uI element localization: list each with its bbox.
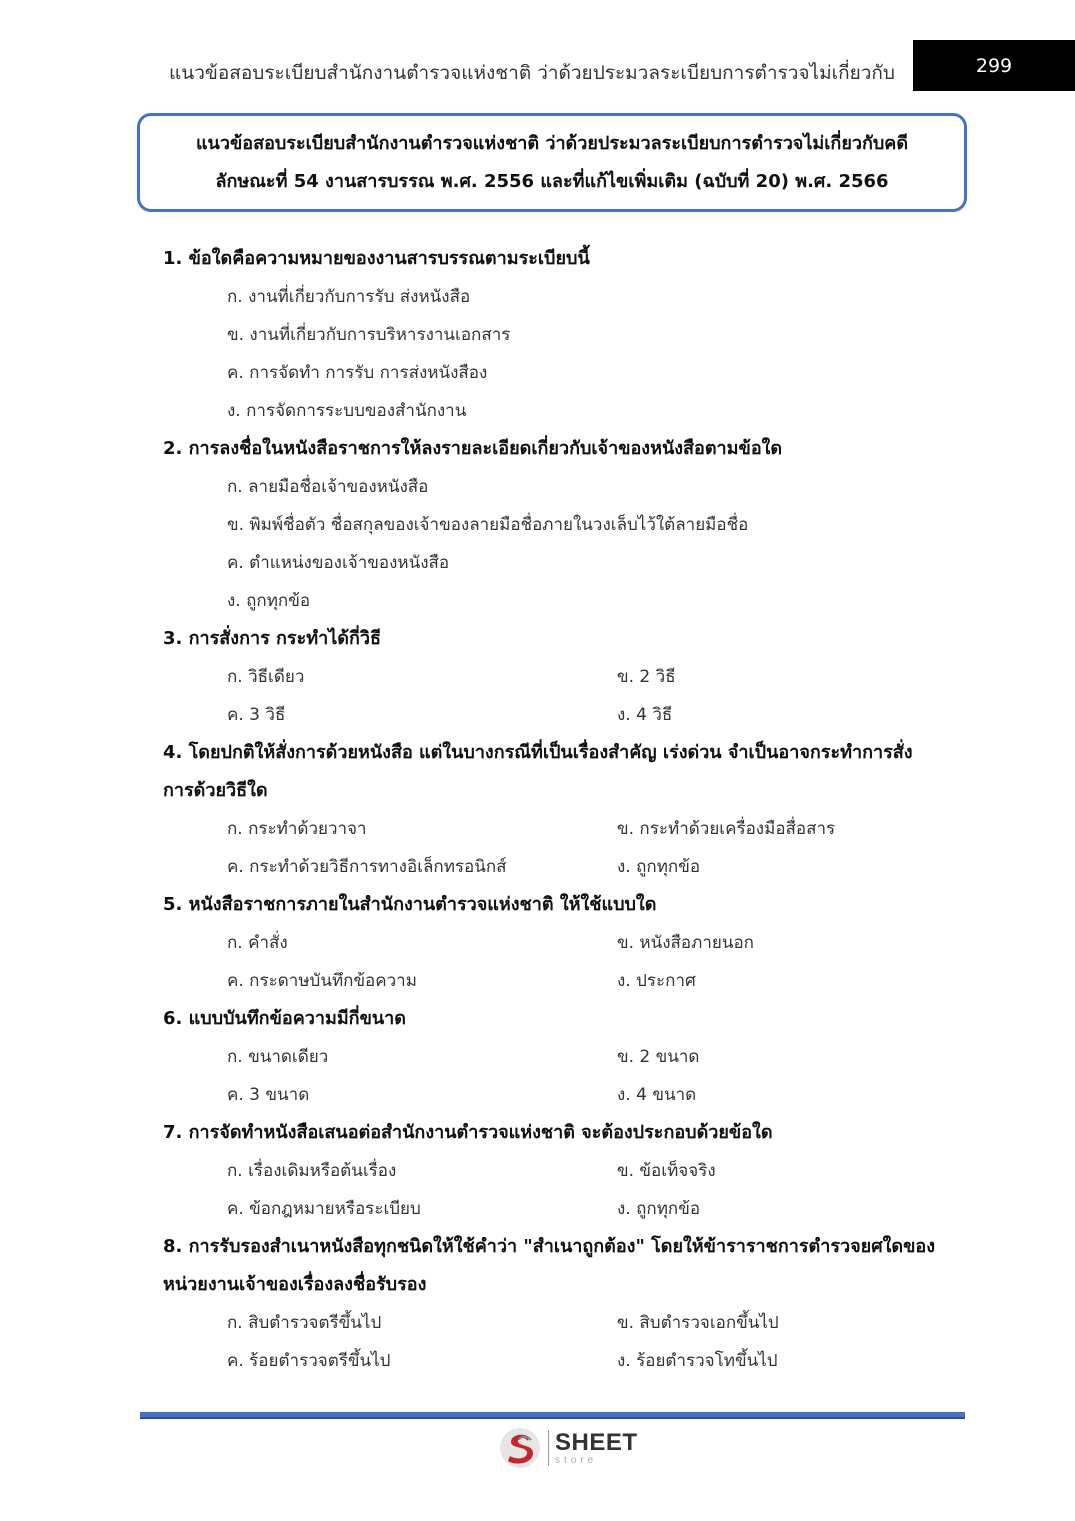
question-text: 2. การลงชื่อในหนังสือราชการให้ลงรายละเอียดเกี่ยวกับเจ้าของหนังสือตามข้อใด [163,438,783,459]
option: ค. ตำแหน่งของเจ้าของหนังสือ [227,553,450,573]
option: ข. หนังสือภายนอก [617,933,754,953]
option-list [163,278,963,430]
option-grid [163,1152,963,1228]
option-list [163,468,963,620]
question-5 [163,886,963,1000]
footer-divider [140,1412,965,1419]
question-1 [163,240,963,430]
logo-text [555,1428,638,1466]
title-line-1: แนวข้อสอบระเบียบสำนักงานตำรวจแห่งชาติ ว่าด้วยประมวลระเบียบการตำรวจไม่เกี่ยวกับคดี [195,132,909,154]
question-3 [163,620,963,734]
question-text: 7. การจัดทำหนังสือเสนอต่อสำนักงานตำรวจแห่งชาติ จะต้องประกอบด้วยข้อใด [163,1122,773,1143]
option-grid [163,1038,963,1114]
question-2 [163,430,963,620]
option: ค. กระทำด้วยวิธีการทางอิเล็กทรอนิกส์ [227,857,507,877]
option: ก. กระทำด้วยวาจา [227,819,367,839]
option: ค. การจัดทำ การรับ การส่งหนังสือง [227,363,488,383]
option: ง. การจัดการระบบของสำนักงาน [227,401,467,421]
option-grid [163,924,963,1000]
option: ข. งานที่เกี่ยวกับการบริหารงานเอกสาร [227,325,511,345]
question-6 [163,1000,963,1114]
question-text-line-2: การด้วยวิธีใด [163,780,268,801]
option: ก. เรื่องเดิมหรือต้นเรื่อง [227,1161,397,1181]
option: ข. สิบตำรวจเอกขึ้นไป [617,1313,779,1333]
option: ง. 4 วิธี [617,705,673,725]
question-text: 5. หนังสือราชการภายในสำนักงานตำรวจแห่งชาติ ให้ใช้แบบใด [163,894,657,915]
option: ข. 2 วิธี [617,667,676,687]
logo-separator [548,1430,549,1466]
question-text-line-1: 4. โดยปกติให้สั่งการด้วยหนังสือ แต่ในบางกรณีที่เป็นเรื่องสำคัญ เร่งด่วน จำเป็นอาจกระทำการสั่ง [163,742,913,763]
option: ก. วิธีเดียว [227,667,305,687]
option: ค. กระดาษบันทึกข้อความ [227,971,417,991]
question-text: 3. การสั่งการ กระทำได้กี่วิธี [163,628,381,649]
page-number: 299 [975,54,1013,77]
option: ง. 4 ขนาด [617,1085,697,1105]
option: ง. ร้อยตำรวจโทขึ้นไป [617,1351,778,1371]
running-header: แนวข้อสอบระเบียบสำนักงานตำรวจแห่งชาติ ว่าด้วยประมวลระเบียบการตำรวจไม่เกี่ยวกับ [168,62,895,84]
question-text-line-1: 8. การรับรองสำเนาหนังสือทุกชนิดให้ใช้คำว่า "สำเนาถูกต้อง" โดยให้ข้าราราชการตำรวจยศใดของ [163,1236,935,1257]
logo-sub: store [555,1454,598,1466]
sheet-store-logo [498,1426,638,1470]
option: ง. ถูกทุกข้อ [227,591,311,611]
option: ค. 3 ขนาด [227,1085,310,1105]
option: ค. 3 วิธี [227,705,286,725]
option: ง. ประกาศ [617,971,696,991]
option: ง. ถูกทุกข้อ [617,857,701,877]
option-grid [163,658,963,734]
option-grid [163,810,963,886]
option: ก. สิบตำรวจตรีขึ้นไป [227,1313,382,1333]
question-text-line-2: หน่วยงานเจ้าของเรื่องลงชื่อรับรอง [163,1274,427,1295]
title-box [137,113,967,212]
question-8 [163,1228,963,1380]
option: ข. กระทำด้วยเครื่องมือสื่อสาร [617,819,836,839]
option: ก. ลายมือชื่อเจ้าของหนังสือ [227,477,429,497]
question-4 [163,734,963,886]
title-line-2: ลักษณะที่ 54 งานสารบรรณ พ.ศ. 2556 และที่แก้ไขเพิ่มเติม (ฉบับที่ 20) พ.ศ. 2566 [215,170,889,192]
option: ง. ถูกทุกข้อ [617,1199,701,1219]
option: ค. ร้อยตำรวจตรีขึ้นไป [227,1351,391,1371]
option: ข. 2 ขนาด [617,1047,700,1067]
question-text: 6. แบบบันทึกข้อความมีกี่ขนาด [163,1008,406,1029]
page-number-box [913,40,1075,91]
option: ค. ข้อกฎหมายหรือระเบียบ [227,1199,421,1219]
option: ก. ขนาดเดียว [227,1047,329,1067]
option: ก. คำสั่ง [227,933,288,953]
question-7 [163,1114,963,1228]
sheet-s-logo-icon [498,1426,542,1470]
option-grid [163,1304,963,1380]
option: ข. พิมพ์ชื่อตัว ชื่อสกุลของเจ้าของลายมือชื่อภายในวงเล็บไว้ใต้ลายมือชื่อ [227,515,749,535]
option: ข. ข้อเท็จจริง [617,1161,716,1181]
question-text: 1. ข้อใดคือความหมายของงานสารบรรณตามระเบียบนี้ [163,248,590,269]
option: ก. งานที่เกี่ยวกับการรับ ส่งหนังสือ [227,287,471,307]
logo-word: SHEET [555,1428,638,1456]
question-list [163,240,963,1380]
